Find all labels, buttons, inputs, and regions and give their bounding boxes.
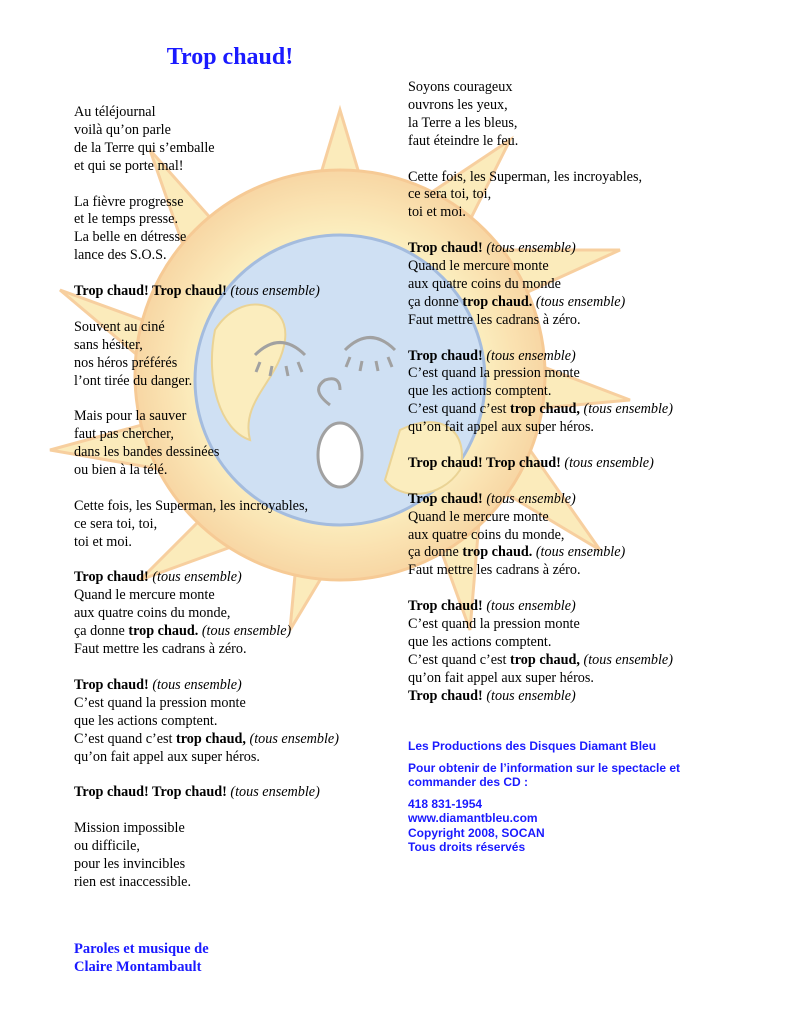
lyrics-line xyxy=(74,605,404,623)
website-link[interactable]: www.diamantbleu.com xyxy=(408,811,538,825)
lyrics-line xyxy=(74,211,404,229)
lyrics-stanza xyxy=(74,677,404,767)
lyrics-text: faut éteindre le feu. xyxy=(408,132,519,149)
lyrics-chorus-text: Trop chaud! xyxy=(408,347,483,364)
lyrics-line xyxy=(74,569,404,587)
lyrics-text: La belle en détresse xyxy=(74,229,187,246)
lyrics-text: Au téléjournal xyxy=(74,104,156,120)
lyrics-text: voilà qu’on parle xyxy=(74,121,171,138)
lyrics-direction-text: (tous ensemble) xyxy=(583,651,673,668)
lyrics-line xyxy=(74,462,404,480)
lyrics-text: Quand le mercure monte xyxy=(408,258,549,275)
lyrics-line xyxy=(74,713,404,731)
lyrics-text: sans hésiter, xyxy=(74,336,143,353)
lyrics-stanza xyxy=(408,491,738,581)
lyrics-stanza xyxy=(74,408,404,480)
lyrics-text: rien est inaccessible. xyxy=(74,873,191,890)
lyrics-line xyxy=(408,634,738,652)
lyrics-direction-text: (tous ensemble) xyxy=(486,687,576,704)
lyrics-chorus-text: trop chaud, xyxy=(510,651,580,668)
lyrics-line xyxy=(74,426,404,444)
lyrics-line xyxy=(74,534,404,552)
lyrics-line xyxy=(408,365,738,383)
lyrics-text: que les actions comptent. xyxy=(408,383,552,400)
lyrics-text: C’est quand c’est xyxy=(408,401,511,418)
lyrics-direction-text: (tous ensemble) xyxy=(583,401,673,418)
lyrics-chorus-text: Trop chaud! xyxy=(408,687,483,704)
lyrics-text: Faut mettre les cadrans à zéro. xyxy=(408,311,581,328)
lyrics-line xyxy=(74,319,404,337)
lyrics-line xyxy=(74,731,404,749)
lyrics-line xyxy=(74,516,404,534)
lyrics-text: faut pas chercher, xyxy=(74,426,174,443)
lyrics-line xyxy=(74,247,404,265)
lyrics-text: que les actions comptent. xyxy=(408,634,552,650)
lyrics-left-column xyxy=(74,104,404,910)
lyrics-text: Faut mettre les cadrans à zéro. xyxy=(408,562,581,579)
lyrics-stanza xyxy=(408,348,738,438)
lyrics-line xyxy=(74,104,404,122)
song-title: Trop chaud! xyxy=(166,44,294,70)
producer-name: Les Productions des Disques Diamant Bleu xyxy=(408,739,657,753)
lyrics-line xyxy=(74,838,404,856)
lyrics-direction-text: (tous ensemble) xyxy=(535,544,626,561)
lyrics-text: Cette fois, les Superman, les incroyables, xyxy=(74,497,309,514)
lyrics-text: toi et moi. xyxy=(408,204,466,221)
lyrics-text: la Terre a les bleus, xyxy=(408,114,518,131)
lyrics-text: C’est quand la pression monte xyxy=(408,365,580,382)
lyrics-direction-text: (tous ensemble) xyxy=(486,598,576,615)
lyrics-text: ou difficile, xyxy=(74,838,140,855)
lyrics-direction-text: (tous ensemble) xyxy=(486,490,576,507)
lyrics-text: Cette fois, les Superman, les incroyables, xyxy=(408,168,643,185)
lyrics-chorus-text: trop chaud. xyxy=(128,623,199,640)
lyrics-line xyxy=(74,229,404,247)
lyrics-chorus-text: Trop chaud! xyxy=(408,240,483,257)
lyrics-text: lance des S.O.S. xyxy=(74,247,167,264)
lyrics-line xyxy=(74,856,404,874)
lyrics-line xyxy=(408,598,738,616)
lyrics-line xyxy=(408,544,738,562)
credits-line: Paroles et musique de xyxy=(74,941,209,957)
lyrics-text: C’est quand c’est xyxy=(74,730,177,747)
lyrics-line xyxy=(74,355,404,373)
lyrics-line xyxy=(408,383,738,401)
lyrics-text: aux quatre coins du monde, xyxy=(74,605,231,622)
lyrics-line xyxy=(408,348,738,366)
lyrics-text: Mais pour la sauver xyxy=(74,408,187,425)
lyrics-chorus-text: trop chaud. xyxy=(462,544,533,561)
lyrics-direction-text: (tous ensemble) xyxy=(230,784,320,801)
lyrics-text: ce sera toi, toi, xyxy=(408,186,492,203)
lyrics-line xyxy=(408,79,738,97)
lyrics-stanza xyxy=(408,598,738,705)
lyrics-line xyxy=(74,749,404,767)
lyrics-line xyxy=(74,820,404,838)
lyrics-stanza xyxy=(74,319,404,391)
lyrics-line xyxy=(408,419,738,437)
lyrics-text: qu’on fait appel aux super héros. xyxy=(408,669,594,686)
lyrics-chorus-text: Trop chaud! Trop chaud! xyxy=(74,784,227,801)
lyrics-stanza xyxy=(74,784,404,802)
lyrics-text: aux quatre coins du monde xyxy=(408,275,561,292)
lyrics-text: et qui se porte mal! xyxy=(74,157,184,174)
lyrics-line xyxy=(74,641,404,659)
lyrics-text: ça donne xyxy=(74,623,129,640)
lyrics-line xyxy=(408,652,738,670)
lyrics-text: aux quatre coins du monde, xyxy=(408,526,565,543)
lyrics-text: Soyons courageux xyxy=(408,79,513,95)
lyrics-text: ouvrons les yeux, xyxy=(408,96,508,113)
lyrics-text: La fièvre progresse xyxy=(74,193,184,210)
lyrics-direction-text: (tous ensemble) xyxy=(486,347,576,364)
lyrics-line xyxy=(74,623,404,641)
lyrics-line xyxy=(74,784,404,802)
lyrics-line xyxy=(74,283,404,301)
lyrics-line xyxy=(408,115,738,133)
lyrics-chorus-text: Trop chaud! xyxy=(408,490,483,507)
lyrics-text: ça donne xyxy=(408,293,463,310)
lyrics-chorus-text: trop chaud. xyxy=(462,293,533,310)
lyrics-line xyxy=(74,677,404,695)
lyrics-stanza xyxy=(74,569,404,659)
credits-author: Claire Montambault xyxy=(74,959,202,975)
order-info-line: Pour obtenir de l’information sur le spectacle et xyxy=(408,760,681,775)
lyrics-text: pour les invincibles xyxy=(74,855,186,872)
lyrics-line xyxy=(408,258,738,276)
lyrics-direction-text: (tous ensemble) xyxy=(249,730,339,747)
order-info-line: commander des CD : xyxy=(408,775,529,789)
lyrics-line xyxy=(408,455,738,473)
lyrics-text: ou bien à la télé. xyxy=(74,462,168,479)
lyrics-line xyxy=(408,169,738,187)
lyrics-text: Souvent au ciné xyxy=(74,318,165,335)
lyrics-stanza xyxy=(74,283,404,301)
lyrics-line xyxy=(74,122,404,140)
lyrics-stanza xyxy=(74,498,404,552)
lyrics-chorus-text: Trop chaud! Trop chaud! xyxy=(408,454,561,471)
lyrics-line xyxy=(74,498,404,516)
rights-notice: Tous droits réservés xyxy=(408,840,526,854)
lyrics-line xyxy=(74,444,404,462)
lyrics-stanza xyxy=(408,240,738,330)
lyrics-text: C’est quand c’est xyxy=(408,651,511,668)
lyrics-text: ça donne xyxy=(408,544,463,561)
order-info xyxy=(408,761,680,790)
lyrics-line xyxy=(408,312,738,330)
lyrics-line xyxy=(408,294,738,312)
lyrics-text: de la Terre qui s’emballe xyxy=(74,139,215,156)
lyrics-line xyxy=(408,509,738,527)
lyrics-line xyxy=(74,587,404,605)
lyrics-line xyxy=(408,562,738,580)
lyrics-text: Faut mettre les cadrans à zéro. xyxy=(74,641,247,658)
lyrics-line xyxy=(408,688,738,706)
lyrics-line xyxy=(74,158,404,176)
lyrics-direction-text: (tous ensemble) xyxy=(152,676,242,693)
lyrics-stanza xyxy=(74,194,404,266)
lyrics-text: C’est quand la pression monte xyxy=(74,694,246,711)
lyrics-chorus-text: Trop chaud! Trop chaud! xyxy=(74,283,227,300)
copyright: Copyright 2008, SOCAN xyxy=(408,825,545,840)
lyrics-text: C’est quand la pression monte xyxy=(408,616,580,633)
lyrics-stanza xyxy=(408,79,738,151)
lyrics-stanza xyxy=(408,169,738,223)
lyrics-direction-text: (tous ensemble) xyxy=(564,454,654,471)
lyrics-text: et le temps presse. xyxy=(74,211,179,228)
lyrics-text: nos héros préférés xyxy=(74,354,178,371)
lyrics-chorus-text: Trop chaud! xyxy=(408,598,483,615)
lyrics-line xyxy=(74,695,404,713)
lyrics-text: qu’on fait appel aux super héros. xyxy=(408,419,594,436)
lyrics-line xyxy=(74,408,404,426)
lyrics-chorus-text: Trop chaud! xyxy=(74,676,149,693)
production-info xyxy=(408,739,680,855)
lyrics-text: Quand le mercure monte xyxy=(74,587,215,604)
lyrics-line xyxy=(408,491,738,509)
lyrics-line xyxy=(408,97,738,115)
lyrics-chorus-text: trop chaud, xyxy=(176,730,246,747)
lyrics-stanza xyxy=(74,820,404,892)
lyrics-direction-text: (tous ensemble) xyxy=(152,569,242,586)
credits xyxy=(74,940,209,976)
lyrics-direction-text: (tous ensemble) xyxy=(230,283,320,300)
lyrics-line xyxy=(74,194,404,212)
lyrics-line xyxy=(74,874,404,892)
lyrics-direction-text: (tous ensemble) xyxy=(535,293,626,310)
lyrics-text: l’ont tirée du danger. xyxy=(74,372,193,389)
lyrics-chorus-text: trop chaud, xyxy=(510,401,580,418)
lyrics-direction-text: (tous ensemble) xyxy=(201,623,292,640)
lyrics-right-column xyxy=(408,79,738,724)
lyrics-line xyxy=(74,140,404,158)
lyrics-line xyxy=(408,616,738,634)
lyrics-line xyxy=(408,670,738,688)
lyrics-stanza xyxy=(408,455,738,473)
lyrics-text: Quand le mercure monte xyxy=(408,508,549,525)
lyrics-line xyxy=(408,276,738,294)
phone-number: 418 831-1954 xyxy=(408,796,483,811)
lyrics-line xyxy=(408,527,738,545)
lyrics-line xyxy=(408,133,738,151)
lyrics-chorus-text: Trop chaud! xyxy=(74,569,149,586)
lyrics-stanza xyxy=(74,104,404,176)
lyrics-text: toi et moi. xyxy=(74,533,132,550)
lyrics-line xyxy=(408,186,738,204)
lyrics-text: qu’on fait appel aux super héros. xyxy=(74,748,260,765)
lyrics-line xyxy=(408,401,738,419)
lyrics-direction-text: (tous ensemble) xyxy=(486,240,576,257)
lyrics-line xyxy=(408,204,738,222)
lyrics-text: ce sera toi, toi, xyxy=(74,515,158,532)
lyrics-text: que les actions comptent. xyxy=(74,712,218,729)
lyrics-line xyxy=(74,373,404,391)
lyrics-line xyxy=(74,337,404,355)
lyrics-text: dans les bandes dessinées xyxy=(74,444,220,461)
lyrics-text: Mission impossible xyxy=(74,820,185,837)
lyrics-line xyxy=(408,240,738,258)
